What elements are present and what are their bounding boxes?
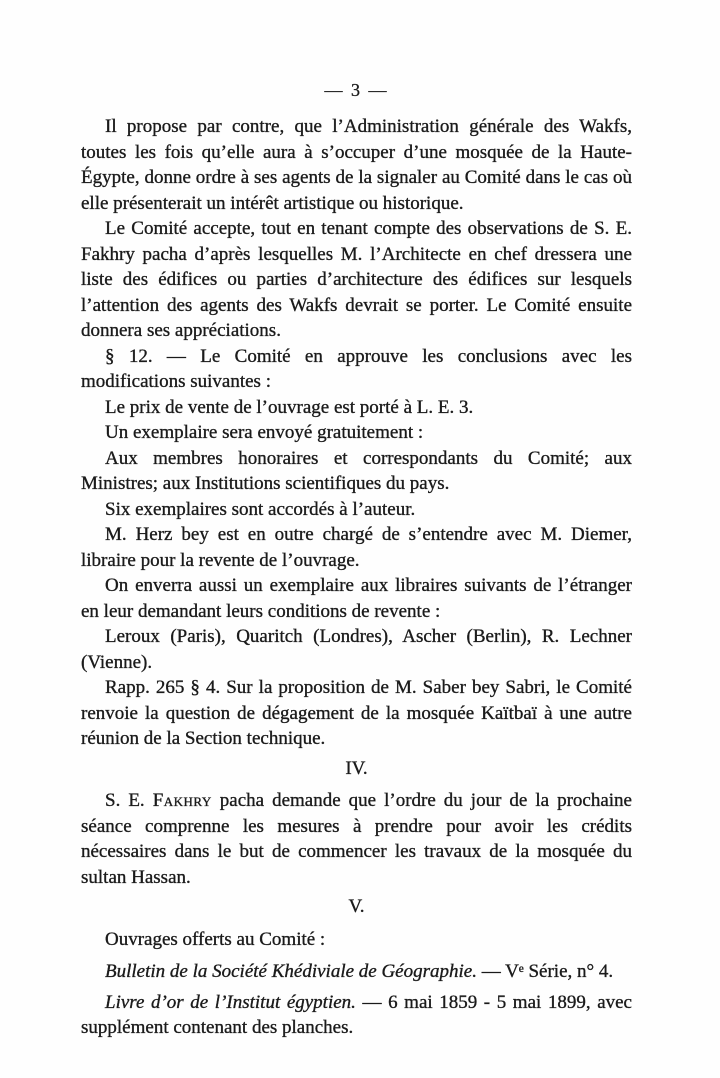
livre-dor-title-italic: Livre d’or de l’Institut égyptien. — [105, 991, 356, 1013]
livre-dor-dates-text: — 6 mai 1859 - 5 mai 1899, avec supplément contenant des planches. — [81, 991, 632, 1038]
bulletin-series-text: — Vᵉ Série, n° 4. — [476, 961, 614, 982]
paragraph-libraires-etranger: On enverra aussi un exemplaire aux libraires suivants de l’étranger en leur demandant leurs conditions de revente : — [81, 575, 632, 622]
paragraph-fakhry-demande — [81, 788, 632, 890]
section-heading-iv: IV. — [345, 757, 368, 779]
paragraph-section-12: § 12. — Le Comité en approuve les conclusions avec les modifications suivantes : — [81, 345, 632, 392]
entry-bulletin-geographie — [81, 959, 632, 985]
paragraph-ouvrages-offerts: Ouvrages offerts au Comité : — [105, 928, 326, 950]
paragraph-liste-libraires: Leroux (Paris), Quaritch (Londres), Ascher (Berlin), R. Lechner (Vienne). — [81, 626, 632, 673]
paragraph-wakfs-proposal: Il propose par contre, que l’Administration générale des Wakfs, toutes les fois qu’elle aura à s’occuper d’une mosquée de la Haute-Égypte, donne ordre à ses agents de la signaler au Comité dans le cas où elle présenterait un intérêt artistique ou historique. — [81, 116, 632, 214]
bulletin-title-italic: Bulletin de la Société Khédiviale de Géographie. — [105, 961, 477, 982]
paragraph-membres-honoraires: Aux membres honoraires et correspondants du Comité; aux Ministres; aux Institutions scientifiques du pays. — [81, 447, 632, 494]
paragraph-prix-vente: Le prix de vente de l’ouvrage est porté à L. E. 3. — [105, 396, 474, 418]
text-block — [81, 114, 632, 1041]
section-heading-v: V. — [348, 896, 365, 917]
fakhry-prefix-text: S. E. — [105, 790, 153, 811]
page-number: — 3 — — [324, 80, 389, 100]
fakhry-name-smallcaps: Fakhry — [152, 790, 212, 811]
paragraph-six-exemplaires: Six exemplaires sont accordés à l’auteur. — [105, 498, 416, 520]
paragraph-comite-accepte: Le Comité accepte, tout en tenant compte des observations de S. E. Fakhry pacha d’après lesquelles M. l’Architecte en chef dressera une liste des édifices ou parties d’architecture des édifices sur lesquels l’attention des agents des Wakfs devrait se porter. Le Comité ensuite donnera ses appréciations. — [81, 218, 632, 341]
fakhry-rest-text: pacha demande que l’ordre du jour de la prochaine séance comprenne les mesures à prendre pour avoir les crédits nécessaires dans le but de commencer les travaux de la mosquée du sultan Hassan. — [81, 790, 632, 888]
paragraph-rapp-265: Rapp. 265 § 4. Sur la proposition de M. Saber bey Sabri, le Comité renvoie la question de dégagement de la mosquée Kaïtbaï à une autre réunion de la Section technique. — [81, 677, 632, 749]
paragraph-herz-bey: M. Herz bey est en outre chargé de s’entendre avec M. Diemer, libraire pour la revente de l’ouvrage. — [81, 524, 632, 571]
entry-livre-dor — [81, 990, 632, 1041]
paragraph-exemplaire-gratuit: Un exemplaire sera envoyé gratuitement : — [105, 422, 424, 443]
